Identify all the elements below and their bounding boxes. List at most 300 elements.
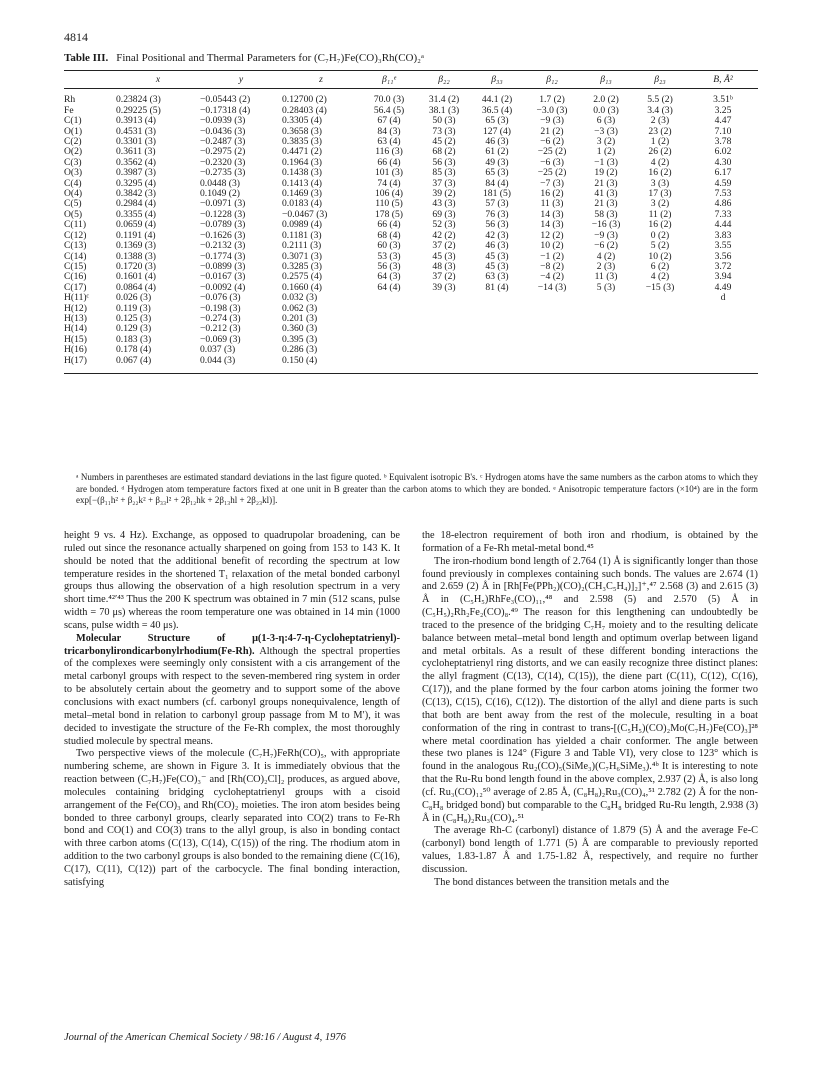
- table-cell: 45 (2): [432, 136, 456, 148]
- table-cell: [360, 304, 418, 314]
- table-cell: 41 (3): [594, 188, 618, 200]
- table-cell: [580, 356, 632, 374]
- table-cell: 3.94: [714, 271, 732, 283]
- table-cell: 3.55: [714, 240, 732, 252]
- table-cell: 42 (3): [485, 229, 509, 241]
- header-x: x: [116, 71, 200, 89]
- parameters-table: [64, 70, 758, 374]
- table-cell: [632, 314, 688, 324]
- right-column: [422, 530, 758, 890]
- table-cell: 0.062 (3): [282, 302, 318, 314]
- table-cell: 0.037 (3): [200, 344, 236, 356]
- table-cell: 0.286 (3): [282, 344, 318, 356]
- table-cell: 127 (4): [483, 125, 511, 137]
- table-cell: 84 (3): [377, 125, 401, 137]
- table-cell: 110 (5): [375, 198, 403, 210]
- table-cell: 16 (2): [540, 188, 564, 200]
- table-cell: d: [720, 292, 726, 304]
- table-cell: [688, 324, 758, 334]
- table-cell: 0.183 (3): [116, 333, 152, 345]
- table-cell: 10 (2): [540, 240, 564, 252]
- atom-label-cell: C(12): [64, 229, 87, 241]
- table-cell: 0.3913 (4): [116, 115, 156, 127]
- table-cell: 0.129 (3): [116, 323, 152, 335]
- header-b23: β₂₃: [632, 71, 688, 89]
- table-row: [64, 89, 758, 106]
- table-cell: 4.44: [714, 219, 732, 231]
- table-cell: 0.0 (3): [593, 104, 619, 116]
- table-cell: 0 (2): [650, 229, 670, 241]
- table-cell: 3.4 (3): [647, 104, 673, 116]
- table-cell: −0.1228 (3): [200, 208, 246, 220]
- table-cell: [418, 345, 470, 355]
- table-cell: 56 (3): [432, 156, 456, 168]
- atom-label-cell: H(14): [64, 323, 87, 335]
- table-cell: [688, 356, 758, 374]
- table-cell: 66 (4): [377, 219, 401, 231]
- table-cell: 6.02: [714, 146, 732, 158]
- table-label: Table III.: [64, 52, 109, 64]
- table-cell: −0.0167 (3): [200, 271, 246, 283]
- table-cell: [470, 345, 524, 355]
- table-cell: −25 (2): [537, 167, 567, 179]
- table-cell: 0.3071 (3): [282, 250, 322, 262]
- table-cell: [524, 314, 580, 324]
- atom-label-cell: H(11)ᶜ: [64, 292, 90, 304]
- table-cell: 0.2111 (3): [282, 240, 322, 252]
- table-cell: 0.0864 (4): [116, 281, 156, 293]
- table-cell: 0.3355 (4): [116, 208, 156, 220]
- table-cell: [418, 335, 470, 345]
- table-cell: 17 (3): [648, 188, 672, 200]
- table-cell: −6 (2): [594, 240, 618, 252]
- table-cell: −9 (3): [540, 115, 564, 127]
- table-cell: [360, 335, 418, 345]
- table-cell: −8 (2): [540, 260, 564, 272]
- table-cell: 70.0 (3): [373, 94, 405, 106]
- table-cell: 4.59: [714, 177, 732, 189]
- table-cell: 0.119 (3): [116, 302, 151, 314]
- header-b11: β₁₁ᵉ: [360, 71, 418, 89]
- table-footnote: ᵃ Numbers in parentheses are estimated standard deviations in the last figure quoted. ᵇ Equivalent isotropic B's. ᶜ Hydrogen atoms have the same numbers as the carbon atoms to which they are bonded. ᵈ Hydrogen atom temperature factors fixed at one unit in B greater than the carbon atoms to which they are bonded. ᵉ Anisotropic temperature factors (×10⁴) are in the form exp[−(β₁₁h² + β₂₂k² + β₃₃l² + 2β₁₂hk + 2β₁₃hl + 2β₂₃kl)].: [76, 472, 758, 505]
- table-cell: 4.49: [714, 281, 732, 293]
- left-paragraph-3: Two perspective views of the molecule (C₇H₇)FeRh(CO)₅, with appropriate numbering scheme, are shown in Figure 3. It is immediately obvious that the reaction between (C₇H₇)Fe(CO)₃⁻ and [Rh(CO)₂Cl]₂ produces, as argued above, molecules containing bridging cycloheptatrienyl groups with a cisoid arrangement of the Fe(CO)₃ and Rh(CO)₂ moieties. The iron atom besides being bonded to three carbonyl groups, clearly separated into CO(2) trans to Fe-Rh bond and CO(1) and CO(3) trans to the allyl group, is also in bonding contact with three carbon atoms (C(13), C(14), C(15)) of the ring. The rhodium atom in addition to the two carbonyl groups is also bonded to the remaining diene (C(16), C(17), C(11), C(12)) part of the carbocycle. The final bonding interaction, satisfying: [64, 748, 400, 888]
- table-row: [64, 356, 758, 374]
- table-cell: [632, 356, 688, 374]
- table-row: [64, 324, 758, 334]
- table-cell: [524, 293, 580, 303]
- header-b22: β₂₂: [418, 71, 470, 89]
- table-cell: −0.0939 (3): [200, 115, 246, 127]
- table-cell: 0.3842 (3): [116, 188, 156, 200]
- table-cell: 0.0183 (4): [282, 198, 322, 210]
- table-cell: 0.4531 (3): [116, 125, 156, 137]
- table-cell: [580, 335, 632, 345]
- table-cell: [580, 314, 632, 324]
- table-cell: 63 (3): [485, 271, 509, 283]
- atom-label-cell: H(13): [64, 312, 87, 324]
- table-cell: 3.78: [714, 136, 732, 148]
- atom-label-cell: O(3): [64, 167, 83, 179]
- table-cell: 50 (3): [432, 115, 456, 127]
- atom-label-cell: C(1): [64, 115, 82, 127]
- table-cell: 0.1964 (3): [282, 156, 322, 168]
- table-cell: 37 (2): [432, 240, 456, 252]
- table-cell: [360, 356, 418, 374]
- table-cell: [524, 345, 580, 355]
- table-cell: 106 (4): [375, 188, 403, 200]
- table-cell: 0.1388 (3): [116, 250, 156, 262]
- table-cell: 64 (3): [377, 271, 401, 283]
- table-cell: −1 (3): [594, 156, 618, 168]
- table-cell: 0.360 (3): [282, 323, 318, 335]
- table-cell: 45 (3): [485, 250, 509, 262]
- table-cell: −25 (2): [537, 146, 567, 158]
- table-cell: 76 (3): [485, 208, 509, 220]
- table-cell: −6 (2): [540, 136, 564, 148]
- table-row: [64, 304, 758, 314]
- table-cell: [524, 324, 580, 334]
- atom-label-cell: C(13): [64, 240, 87, 252]
- atom-label-cell: C(17): [64, 281, 87, 293]
- right-paragraph-3: The average Rh-C (carbonyl) distance of 1.879 (5) Å and the average Fe-C (carbonyl) bond length of 1.771 (5) Å are comparable to previously reported values, 1.83-1.87 Å and 1.75-1.82 Å, respectively, and require no further discussion.: [422, 825, 758, 875]
- atom-label-cell: H(15): [64, 333, 87, 345]
- journal-footer: Journal of the American Chemical Society / 98:16 / August 4, 1976: [64, 1032, 346, 1043]
- table-cell: 73 (3): [432, 125, 456, 137]
- table-cell: 0.067 (4): [116, 356, 200, 374]
- table-cell: −7 (3): [540, 177, 564, 189]
- table-cell: 0.3305 (4): [282, 115, 322, 127]
- table-cell: [470, 335, 524, 345]
- table-cell: −0.17318 (4): [200, 104, 251, 116]
- table-row: [64, 293, 758, 303]
- table-cell: 3 (3): [650, 177, 670, 189]
- table-cell: 0.3285 (3): [282, 260, 322, 272]
- table-cell: −1 (2): [540, 250, 564, 262]
- table-cell: 74 (4): [377, 177, 401, 189]
- atom-label-cell: O(4): [64, 188, 83, 200]
- table-cell: 43 (3): [432, 198, 456, 210]
- table-cell: 21 (3): [594, 177, 618, 189]
- table-title: Final Positional and Thermal Parameters for (C₇H₇)Fe(CO)₃Rh(CO)₂ᵃ: [116, 52, 424, 64]
- header-b33: β₃₃: [470, 71, 524, 89]
- table-cell: 1 (2): [650, 136, 670, 148]
- left-paragraph-2: [64, 633, 400, 749]
- table-cell: 3 (2): [596, 136, 616, 148]
- table-cell: 0.1720 (3): [116, 260, 156, 272]
- table-cell: [580, 293, 632, 303]
- atom-label-cell: C(11): [64, 219, 87, 231]
- left-paragraph-1: height 9 vs. 4 Hz). Exchange, as opposed to quadrupolar broadening, can be ruled out since the resonance actually sharpened on going from 153 to 143 K. It should be noted that the additional benefit of recording the spectrum at low temperature resides in the shortened T₁ relaxation of the metal bonded carbonyl groups thus allowing the observation of a high resolution spectrum in a very short time.⁴²ʹ⁴³ Thus the 200 K spectrum was obtained in 7 min (512 scans, pulse width = 70 μs) whereas the room temperature one was obtained in 14 min (1000 scans, pulse width = 40 μs).: [64, 530, 400, 631]
- header-y: y: [200, 71, 282, 89]
- table-cell: −0.2487 (3): [200, 136, 246, 148]
- table-cell: 2 (3): [596, 260, 616, 272]
- table-cell: 66 (4): [377, 156, 401, 168]
- table-cell: 26 (2): [648, 146, 672, 158]
- table-cell: 63 (4): [377, 136, 401, 148]
- table-cell: 10 (2): [648, 250, 672, 262]
- atom-label-cell: C(5): [64, 198, 82, 210]
- table-cell: 0.23824 (3): [116, 94, 161, 106]
- table-cell: 0.1369 (3): [116, 240, 156, 252]
- left-paragraph-2-text: Although the spectral properties of the complexes were seemingly only consistent with a cis arrangement of the metal carbonyl groups with respect to the seven-membered ring system in order to be absolutely certain about the geometry and to support some of the above conclusions with exact numbers (cf. carbonyl groups nonequivalence, length of metal–metal bond in relation to carbonyl group passage from M to M′), it was decided to investigate the structure of the Fe-Rh complex, the most thoroughly studied molecule by spectral means.: [64, 645, 400, 747]
- table-cell: 3.72: [714, 260, 732, 272]
- table-cell: 1 (2): [596, 146, 616, 158]
- table-cell: −0.0467 (3): [282, 208, 328, 220]
- table-cell: 56 (3): [377, 260, 401, 272]
- table-cell: −0.2735 (3): [200, 167, 246, 179]
- table-cell: 65 (3): [485, 115, 509, 127]
- table-body: [64, 89, 758, 374]
- table-cell: 0.1413 (4): [282, 177, 322, 189]
- table-cell: 84 (4): [485, 177, 509, 189]
- atom-label-cell: C(2): [64, 136, 82, 148]
- table-cell: 5 (2): [650, 240, 670, 252]
- table-row: [64, 241, 758, 251]
- table-cell: [470, 324, 524, 334]
- table-cell: 0.3835 (3): [282, 136, 322, 148]
- table-cell: [360, 324, 418, 334]
- table-cell: 4.47: [714, 115, 732, 127]
- table-cell: 3.51ᵇ: [713, 94, 733, 106]
- table-cell: 14 (3): [540, 208, 564, 220]
- table-cell: [632, 304, 688, 314]
- atom-label-cell: C(15): [64, 260, 87, 272]
- right-paragraph-2: The iron-rhodium bond length of 2.764 (1) Å is significantly longer than those found previously in complexes containing such bonds. The values are 2.674 (1) and 2.659 (2) Å in [Rh[Fe(PPh₂)(CO)₂(CH₃C₅H₄)]₂]⁺,⁴⁷ 2.568 (3) and 2.615 (3) Å in (C₅H₅)RhFe₃(CO)₁₁,⁴⁸ and 2.598 (5) and 2.570 (5) Å in (C₅H₅)₂Rh₂Fe₂(CO)₈.⁴⁹ The reason for this lengthening can undoubtedly be traced to the presence of the bridging C₇H₇ moiety and to the resulting delicate balance between metal–metal bond length and optimum overlap between ligand and metal orbitals. As a result of these different bonding interactions the cycloheptatrienyl ring distorts, and we can easily recognize three distinct planes: the allyl fragment (C(13), C(14), C(15)), the diene part (C(11), C(12), C(16), C(17)), and the plane formed by the four carbon atoms joining the former two (C(13), C(15), C(16), C(12)). The distortion of the allyl and diene parts is such that both are bent away from the rest of the molecule, resulting in a boat conformation of the ring in contrast to trans-[(C₅H₅)(CO)₂Mo(C₇H₇)Fe(CO)₃]²⁸ where metal coordination has yielded a chair conformer. The angle between these two planes is 124° (Figure 3 and Table VI), very close to 123° which is found in the analogous Ru₂(CO)₅(SiMe₃)(C₇H₆SiMe₃).⁴ᵇ It is interesting to note that the Ru-Ru bond length found in the above complex, 2.937 (2) Å, is also long (cf. Ru₃(CO)₁₂⁵⁰ average of 2.85 Å, (C₈H₈)₂Ru₃(CO)₄,⁵¹ 2.782 (2) Å for the non-C₈H₈ bridged bond) but comparable to the C₈H₈ bridged Ru-Ru length, 2.938 (3) Å in (C₈H₈)₂Ru₃(CO)₄.⁵¹: [422, 555, 758, 824]
- table-cell: 45 (3): [485, 260, 509, 272]
- table-cell: [524, 304, 580, 314]
- table-cell: 39 (3): [432, 281, 456, 293]
- table-cell: 0.0989 (4): [282, 219, 322, 231]
- table-cell: −0.274 (3): [200, 312, 241, 324]
- table-cell: 68 (4): [377, 229, 401, 241]
- table-cell: 3.56: [714, 250, 732, 262]
- table-cell: 53 (3): [377, 250, 401, 262]
- atom-label-cell: H(17): [64, 356, 116, 374]
- table-cell: 0.150 (4): [282, 356, 360, 374]
- table-cell: 60 (3): [377, 240, 401, 252]
- table-cell: [632, 345, 688, 355]
- table-row: [64, 345, 758, 355]
- table-cell: −16 (3): [591, 219, 621, 231]
- table-cell: [470, 304, 524, 314]
- atom-label-cell: Rh: [64, 94, 76, 106]
- table-cell: 0.125 (3): [116, 312, 152, 324]
- table-cell: 16 (2): [648, 219, 672, 231]
- table-cell: 0.3295 (4): [116, 177, 156, 189]
- table-cell: 19 (2): [594, 167, 618, 179]
- table-cell: 68 (2): [432, 146, 456, 158]
- table-cell: [524, 335, 580, 345]
- table-cell: 0.1469 (3): [282, 188, 322, 200]
- table-cell: 67 (4): [377, 115, 401, 127]
- table-cell: 6.17: [714, 167, 732, 179]
- table-cell: [524, 356, 580, 374]
- table-cell: [688, 335, 758, 345]
- table-cell: 3.83: [714, 229, 732, 241]
- table-cell: 0.29225 (5): [116, 104, 161, 116]
- table-cell: [418, 293, 470, 303]
- atom-label-cell: O(1): [64, 125, 83, 137]
- table-cell: 4.86: [714, 198, 732, 210]
- section-heading: Molecular Structure of μ(1-3-η:4-7-η-Cycloheptatrienyl)-tricarbonylirondicarbonylrhodium(Fe-Rh).: [64, 632, 400, 657]
- header-b12: β₁₂: [524, 71, 580, 89]
- table-cell: −15 (3): [645, 281, 675, 293]
- page-number: 4814: [64, 30, 88, 44]
- table-cell: 0.12700 (2): [282, 94, 327, 106]
- table-cell: [688, 314, 758, 324]
- table-cell: [418, 324, 470, 334]
- table-cell: 38.1 (3): [428, 104, 460, 116]
- table-cell: 58 (3): [594, 208, 618, 220]
- table-cell: 0.0448 (3): [200, 177, 240, 189]
- table-cell: −0.076 (3): [200, 292, 241, 304]
- table-cell: 0.1049 (2): [200, 188, 240, 200]
- table-cell: −0.0899 (3): [200, 260, 246, 272]
- table-cell: 11 (3): [540, 198, 564, 210]
- table-cell: 21 (3): [594, 198, 618, 210]
- table-cell: 42 (2): [432, 229, 456, 241]
- table-cell: 181 (5): [483, 188, 511, 200]
- table-cell: 31.4 (2): [428, 94, 460, 106]
- atom-label-cell: O(5): [64, 208, 83, 220]
- table-cell: −0.0092 (4): [200, 281, 246, 293]
- table-cell: 0.3562 (4): [116, 156, 156, 168]
- table-cell: 4 (2): [650, 156, 670, 168]
- right-paragraph-4: The bond distances between the transition metals and the: [434, 876, 670, 888]
- table-cell: 7.53: [714, 188, 732, 200]
- table-cell: 23 (2): [648, 125, 672, 137]
- table-cell: [632, 293, 688, 303]
- table-cell: [688, 345, 758, 355]
- table-cell: 6 (3): [596, 115, 616, 127]
- table-cell: 64 (4): [377, 281, 401, 293]
- table-cell: 46 (3): [485, 240, 509, 252]
- table-cell: −0.0436 (3): [200, 125, 246, 137]
- table-cell: [360, 293, 418, 303]
- atom-label-cell: C(16): [64, 271, 87, 283]
- table-cell: −6 (3): [540, 156, 564, 168]
- table-cell: −3 (3): [594, 125, 618, 137]
- table-cell: [470, 314, 524, 324]
- header-b13: β₁₃: [580, 71, 632, 89]
- table-cell: 0.178 (4): [116, 344, 152, 356]
- atom-label-cell: C(14): [64, 250, 87, 262]
- atom-label-cell: H(16): [64, 344, 87, 356]
- table-cell: 56 (3): [485, 219, 509, 231]
- table-cell: [580, 345, 632, 355]
- table-cell: [470, 356, 524, 374]
- table-cell: −0.05443 (2): [200, 94, 251, 106]
- table-cell: 0.1438 (3): [282, 167, 322, 179]
- table-cell: −0.198 (3): [200, 302, 241, 314]
- table-cell: 0.032 (3): [282, 292, 318, 304]
- table-cell: [688, 304, 758, 314]
- table-cell: 14 (3): [540, 219, 564, 231]
- table-cell: 0.4471 (2): [282, 146, 322, 158]
- table-cell: 0.28403 (4): [282, 104, 327, 116]
- table-cell: 5.5 (2): [647, 94, 673, 106]
- table-cell: −0.2975 (2): [200, 146, 246, 158]
- table-cell: −14 (3): [537, 281, 567, 293]
- table-cell: [360, 314, 418, 324]
- table-cell: −0.2132 (3): [200, 240, 246, 252]
- table-cell: 48 (3): [432, 260, 456, 272]
- table-cell: 0.3987 (3): [116, 167, 156, 179]
- table-cell: 0.1191 (4): [116, 229, 156, 241]
- parameters-table-container: [64, 70, 758, 374]
- table-cell: 69 (3): [432, 208, 456, 220]
- right-paragraph-1: the 18-electron requirement of both iron and rhodium, is obtained by the formation of a Fe-Rh metal-metal bond.⁴⁵: [422, 530, 758, 554]
- table-cell: 44.1 (2): [481, 94, 513, 106]
- table-cell: 85 (3): [432, 167, 456, 179]
- table-cell: 7.10: [714, 125, 732, 137]
- table-cell: 61 (2): [485, 146, 509, 158]
- table-row: [64, 283, 758, 293]
- table-cell: 45 (3): [432, 250, 456, 262]
- table-cell: 4 (2): [650, 271, 670, 283]
- table-cell: 6 (2): [650, 260, 670, 272]
- table-cell: −0.2320 (3): [200, 156, 246, 168]
- header-atom: [64, 71, 116, 89]
- table-cell: 1.7 (2): [539, 94, 565, 106]
- table-cell: 16 (2): [648, 167, 672, 179]
- table-cell: −0.1774 (3): [200, 250, 246, 262]
- atom-label-cell: H(12): [64, 302, 87, 314]
- table-cell: 49 (3): [485, 156, 509, 168]
- table-cell: 52 (3): [432, 219, 456, 231]
- table-cell: 46 (3): [485, 136, 509, 148]
- table-cell: −0.069 (3): [200, 333, 241, 345]
- table-cell: 101 (3): [375, 167, 403, 179]
- table-cell: 37 (3): [432, 177, 456, 189]
- table-cell: 81 (4): [485, 281, 509, 293]
- table-cell: [632, 324, 688, 334]
- table-cell: 0.026 (3): [116, 292, 152, 304]
- table-cell: −3.0 (3): [536, 104, 568, 116]
- table-cell: [580, 324, 632, 334]
- header-B: B, Å²: [688, 71, 758, 89]
- table-cell: 0.395 (3): [282, 333, 318, 345]
- table-cell: 56.4 (5): [373, 104, 405, 116]
- table-cell: 7.33: [714, 208, 732, 220]
- table-cell: [360, 345, 418, 355]
- table-cell: 0.3658 (3): [282, 125, 322, 137]
- table-cell: [580, 304, 632, 314]
- table-cell: 4.30: [714, 156, 732, 168]
- table-cell: [418, 356, 470, 374]
- table-cell: 0.3301 (3): [116, 136, 156, 148]
- table-cell: 39 (2): [432, 188, 456, 200]
- table-cell: 0.1601 (4): [116, 271, 156, 283]
- table-header-row: [64, 71, 758, 89]
- table-cell: 2 (3): [650, 115, 670, 127]
- table-cell: 37 (2): [432, 271, 456, 283]
- table-cell: −0.1626 (3): [200, 229, 246, 241]
- table-caption: [64, 52, 424, 64]
- table-cell: 57 (3): [485, 198, 509, 210]
- atom-label-cell: C(4): [64, 177, 82, 189]
- table-cell: −4 (2): [540, 271, 564, 283]
- table-cell: 0.044 (3): [200, 356, 282, 374]
- table-cell: [418, 314, 470, 324]
- table-cell: [470, 293, 524, 303]
- left-column: [64, 530, 400, 890]
- table-row: [64, 314, 758, 324]
- table-cell: 0.201 (3): [282, 312, 318, 324]
- table-cell: −0.0789 (3): [200, 219, 246, 231]
- table-cell: 0.1181 (3): [282, 229, 322, 241]
